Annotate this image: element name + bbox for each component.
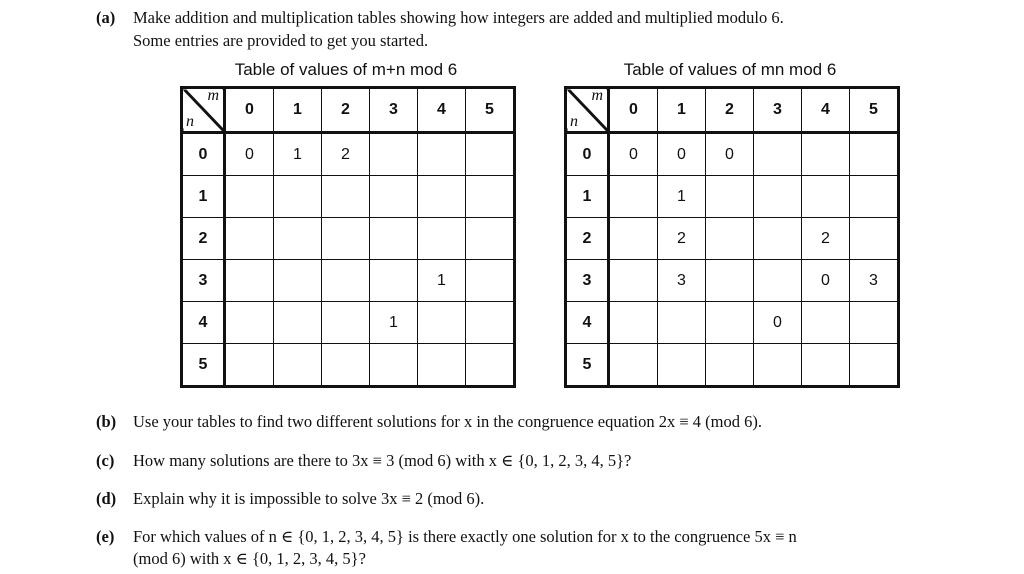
table-cell xyxy=(609,344,658,387)
table-cell: 3 xyxy=(658,260,706,302)
table-cell: 3 xyxy=(850,260,899,302)
part-text: For which values of n ∈ {0, 1, 2, 3, 4, 5} is there exactly one solution for x to the congruence 5x ≡ n xyxy=(133,527,797,546)
table-cell: 1 xyxy=(370,302,418,344)
table-row xyxy=(182,176,515,218)
table-cell xyxy=(850,133,899,176)
n-label: n xyxy=(570,113,578,130)
column-header: 5 xyxy=(850,88,899,133)
table-cell xyxy=(418,176,466,218)
part-label: (d) xyxy=(96,489,117,508)
table-row xyxy=(566,260,899,302)
table-cell xyxy=(706,218,754,260)
row-header: 0 xyxy=(182,133,225,176)
row-header: 1 xyxy=(182,176,225,218)
table-cell xyxy=(466,260,515,302)
table-cell xyxy=(274,344,322,387)
corner-cell xyxy=(566,88,609,133)
table-cell xyxy=(322,260,370,302)
table-cell: 1 xyxy=(274,133,322,176)
table-cell: 2 xyxy=(802,218,850,260)
table-cell xyxy=(418,344,466,387)
column-header: 5 xyxy=(466,88,515,133)
table-cell: 2 xyxy=(658,218,706,260)
column-header: 4 xyxy=(418,88,466,133)
table-cell xyxy=(466,176,515,218)
table-cell: 0 xyxy=(802,260,850,302)
table-cell xyxy=(850,344,899,387)
part-text: Explain why it is impossible to solve 3x ≡ 2 (mod 6). xyxy=(133,489,485,508)
part-label: (a) xyxy=(96,8,116,27)
column-header: 2 xyxy=(706,88,754,133)
table-cell: 2 xyxy=(322,133,370,176)
table-cell xyxy=(418,302,466,344)
row-header: 3 xyxy=(566,260,609,302)
table-row xyxy=(566,133,899,176)
table-cell xyxy=(225,302,274,344)
table-cell xyxy=(466,133,515,176)
table-cell: 1 xyxy=(658,176,706,218)
part-text: How many solutions are there to 3x ≡ 3 (mod 6) with x ∈ {0, 1, 2, 3, 4, 5}? xyxy=(133,451,632,470)
m-label: m xyxy=(591,87,603,104)
multiplication-table xyxy=(564,86,900,388)
column-header: 4 xyxy=(802,88,850,133)
column-header: 0 xyxy=(609,88,658,133)
table-cell xyxy=(225,344,274,387)
table-cell xyxy=(322,176,370,218)
table-row xyxy=(182,344,515,387)
m-label: m xyxy=(207,87,219,104)
table-cell xyxy=(850,176,899,218)
part-label: (b) xyxy=(96,412,117,431)
table-cell xyxy=(850,218,899,260)
n-label: n xyxy=(186,113,194,130)
part-text: Use your tables to find two different solutions for x in the congruence equation 2x ≡ 4 (mod 6). xyxy=(133,412,762,431)
table-cell xyxy=(225,218,274,260)
table-cell xyxy=(706,302,754,344)
table-cell xyxy=(754,260,802,302)
table-cell xyxy=(706,260,754,302)
column-header: 1 xyxy=(274,88,322,133)
part-text: (mod 6) with x ∈ {0, 1, 2, 3, 4, 5}? xyxy=(133,549,366,568)
table-cell: 0 xyxy=(225,133,274,176)
table-cell xyxy=(370,260,418,302)
table-cell xyxy=(609,260,658,302)
table-cell xyxy=(802,176,850,218)
part-text: Some entries are provided to get you started. xyxy=(133,31,429,50)
table-cell: 0 xyxy=(706,133,754,176)
row-header: 5 xyxy=(566,344,609,387)
table-cell: 0 xyxy=(658,133,706,176)
table-cell xyxy=(466,344,515,387)
table-cell xyxy=(370,133,418,176)
table-cell xyxy=(609,176,658,218)
column-header: 1 xyxy=(658,88,706,133)
table-cell xyxy=(466,218,515,260)
table-cell xyxy=(274,302,322,344)
table-row xyxy=(566,176,899,218)
table-cell xyxy=(322,302,370,344)
table-row xyxy=(182,302,515,344)
table-cell xyxy=(370,344,418,387)
table-cell xyxy=(754,133,802,176)
table-cell xyxy=(802,344,850,387)
table-cell xyxy=(850,302,899,344)
table-cell xyxy=(370,218,418,260)
table-cell xyxy=(418,218,466,260)
column-header: 0 xyxy=(225,88,274,133)
table-cell xyxy=(609,302,658,344)
table-cell xyxy=(802,302,850,344)
table-cell xyxy=(706,176,754,218)
column-header: 3 xyxy=(754,88,802,133)
table-row xyxy=(566,302,899,344)
table-cell xyxy=(370,176,418,218)
table-title: Table of values of mn mod 6 xyxy=(623,60,837,79)
table-cell xyxy=(466,302,515,344)
table-cell xyxy=(418,133,466,176)
table-cell xyxy=(225,260,274,302)
addition-table xyxy=(180,86,516,388)
table-cell xyxy=(274,260,322,302)
part-text: Make addition and multiplication tables showing how integers are added and multiplied modulo 6. xyxy=(133,8,784,27)
row-header: 2 xyxy=(182,218,225,260)
table-cell: 0 xyxy=(609,133,658,176)
part-label: (e) xyxy=(96,527,115,546)
table-cell xyxy=(658,302,706,344)
table-row xyxy=(182,133,515,176)
table-cell xyxy=(322,218,370,260)
row-header: 2 xyxy=(566,218,609,260)
row-header: 0 xyxy=(566,133,609,176)
table-cell xyxy=(322,344,370,387)
table-row xyxy=(182,218,515,260)
column-header: 3 xyxy=(370,88,418,133)
table-cell: 0 xyxy=(754,302,802,344)
table-cell xyxy=(609,218,658,260)
table-cell xyxy=(225,176,274,218)
table-cell xyxy=(754,218,802,260)
table-row xyxy=(566,218,899,260)
table-cell: 1 xyxy=(418,260,466,302)
row-header: 1 xyxy=(566,176,609,218)
table-cell xyxy=(658,344,706,387)
table-cell xyxy=(754,176,802,218)
table-row xyxy=(182,260,515,302)
part-label: (c) xyxy=(96,451,115,470)
row-header: 5 xyxy=(182,344,225,387)
table-cell xyxy=(754,344,802,387)
corner-cell xyxy=(182,88,225,133)
row-header: 3 xyxy=(182,260,225,302)
table-row xyxy=(566,344,899,387)
row-header: 4 xyxy=(182,302,225,344)
table-cell xyxy=(706,344,754,387)
table-title: Table of values of m+n mod 6 xyxy=(234,60,458,79)
row-header: 4 xyxy=(566,302,609,344)
column-header: 2 xyxy=(322,88,370,133)
table-cell xyxy=(274,218,322,260)
table-cell xyxy=(274,176,322,218)
table-cell xyxy=(802,133,850,176)
